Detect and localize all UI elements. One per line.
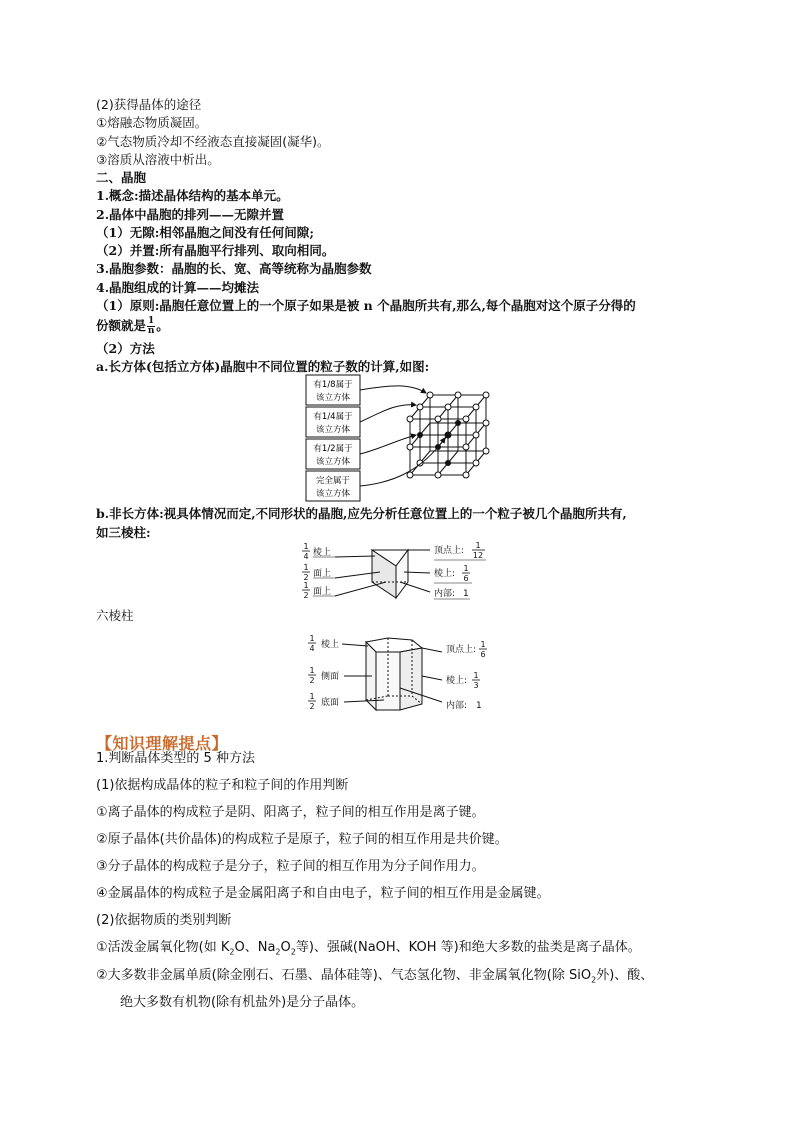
share-prefix: 份额就是 (96, 318, 147, 333)
cell-principle: （1）原则:晶胞任意位置上的一个原子如果是被 n 个晶胞所共有,那么,每个晶胞对这个原子分得的 (96, 298, 636, 313)
cube-box-4-l1: 完全属于 (315, 476, 351, 486)
k-line-4: ②原子晶体(共价晶体)的构成粒子是原子，粒子间的相互作用是共价键。 (96, 832, 508, 847)
hex-l1-num: 1 (309, 634, 315, 643)
method-title: （2）方法 (96, 341, 155, 356)
cube-box-3-l1: 有1/2属于 (313, 444, 353, 454)
k-line-3: ①离子晶体的构成粒子是阴、阳离子，粒子间的相互作用是离子键。 (96, 805, 485, 820)
k9-b: 外)、酸、 (596, 968, 654, 983)
k9-a: ②大多数非金属单质(除金刚石、石墨、晶体硅等)、气态氢化物、非金属氧化物(除 SiO (96, 968, 592, 983)
hex-l3-den: 2 (309, 702, 315, 711)
prism-shape (335, 550, 430, 598)
prism-figure (300, 538, 500, 608)
hex-r1-den: 6 (480, 650, 486, 659)
prism-l2-label: 面上 (313, 569, 332, 579)
share-suffix: 。 (156, 318, 169, 333)
method-b: b.非长方体:视具体情况而定,不同形状的晶胞,应先分析任意位置上的一个粒子被几个晶胞所共有, (96, 506, 627, 521)
cube-box-3-l2: 该立方体 (315, 457, 351, 467)
k9-sub: 2 (591, 975, 597, 985)
k8-a: ①活泼金属氧化物(如 K (96, 940, 230, 955)
prism-l1-den: 4 (303, 552, 309, 561)
k8-b: O、Na (234, 940, 276, 955)
prism-l3-den: 2 (303, 591, 309, 600)
hex-l1-den: 4 (309, 644, 315, 653)
cube-box-1-l2: 该立方体 (315, 393, 351, 403)
cube-label-box-2 (306, 407, 360, 437)
k8-sub2: 2 (275, 947, 281, 957)
prism-l3-label: 面上 (313, 587, 332, 597)
k-line-6: ④金属晶体的构成粒子是金属阳离子和自由电子，粒子间的相互作用是金属键。 (96, 886, 550, 901)
hex-r2-num: 1 (473, 671, 479, 680)
method-a: a.长方体(包括立方体)晶胞中不同位置的粒子数的计算,如图: (96, 359, 430, 374)
prism-l1-label: 棱上 (313, 548, 332, 558)
cell-arrangement: 2.晶体中晶胞的排列——无隙并置 (96, 207, 285, 222)
cell-concept: 1.概念:描述晶体结构的基本单元。 (96, 188, 289, 203)
k8-d: 等)、强碱(NaOH、KOH 等)和绝大多数的盐类是离子晶体。 (295, 940, 641, 955)
prism-r2-label: 棱上: (434, 569, 456, 579)
cube-box-4-l2: 该立方体 (315, 489, 351, 499)
prism-left-labels (302, 542, 335, 600)
line-obtain-1: ①熔融态物质凝固。 (96, 115, 208, 130)
hex-r3-label: 内部: (446, 701, 468, 711)
prism-l2-num: 1 (303, 563, 309, 572)
hex-l3-label: 底面 (321, 698, 340, 708)
prism-r2-den: 6 (463, 574, 469, 583)
section-title-cell: 二、晶胞 (96, 170, 147, 185)
line-obtain-3: ③溶质从溶液中析出。 (96, 152, 220, 167)
cube-box-1-l1: 有1/8属于 (313, 380, 353, 390)
cube-figure (300, 373, 500, 507)
hex-r1-num: 1 (480, 640, 486, 649)
k-line-10: 绝大多数有机物(除有机盐外)是分子晶体。 (120, 995, 365, 1010)
hex-prism-figure (300, 630, 500, 722)
line-obtain-title: (2)获得晶体的途径 (96, 97, 202, 112)
share-fraction-den: n (147, 326, 155, 336)
k-line-7: (2)依据物质的类别判断 (96, 913, 232, 928)
k8-sub3: 2 (290, 947, 296, 957)
cube-arrows (360, 386, 445, 486)
hex-r3-val: 1 (476, 701, 482, 711)
cube-label-box-4 (306, 471, 360, 501)
hex-r1-label: 顶点上: (446, 645, 477, 655)
hex-r2-den: 3 (473, 681, 479, 690)
prism-r1-label: 顶点上: (434, 546, 465, 556)
share-fraction-num: 1 (148, 316, 155, 326)
prism-r2-num: 1 (463, 564, 469, 573)
method-b-example: 如三棱柱: (96, 525, 151, 540)
hex-l2-num: 1 (309, 666, 315, 675)
k-line-2: (1)依据构成晶体的粒子和粒子间的作用判断 (96, 778, 349, 793)
cell-no-gap: （1）无隙:相邻晶胞之间没有任何间隙; (96, 225, 314, 240)
hexagonal-prism-label: 六棱柱 (96, 608, 134, 623)
cube-box-2-l1: 有1/4属于 (313, 412, 353, 422)
prism-l3-num: 1 (303, 581, 309, 590)
k-line-9 (96, 966, 653, 991)
cube-box-2-l2: 该立方体 (315, 425, 351, 435)
cell-share-line (96, 317, 169, 336)
prism-r3-val: 1 (463, 589, 469, 599)
knowledge-heading: 【知识理解提点】 (96, 734, 229, 753)
prism-l1-num: 1 (303, 542, 309, 551)
k8-sub1: 2 (229, 947, 235, 957)
hex-l1-label: 棱上 (321, 640, 340, 650)
cube-label-box-3 (306, 439, 360, 469)
k-line-1: 1.判断晶体类型的 5 种方法 (96, 751, 255, 766)
hex-l2-label: 侧面 (321, 672, 340, 682)
k-line-8 (96, 938, 641, 963)
hex-r2-label: 棱上: (446, 676, 468, 686)
cell-parallel: （2）并置:所有晶胞平行排列、取向相同。 (96, 243, 335, 258)
k-line-5: ③分子晶体的构成粒子是分子，粒子间的相互作用为分子间作用力。 (96, 859, 485, 874)
hex-left-labels (308, 634, 339, 711)
cell-calc-title: 4.晶胞组成的计算——均摊法 (96, 280, 260, 295)
hex-l2-den: 2 (309, 676, 315, 685)
cube-label-box-1 (306, 375, 360, 405)
cell-parameters: 3.晶胞参数：晶胞的长、宽、高等统称为晶胞参数 (96, 261, 372, 276)
hex-l3-num: 1 (309, 692, 315, 701)
prism-l2-den: 2 (303, 573, 309, 582)
prism-r3-label: 内部: (434, 589, 456, 599)
share-fraction (147, 317, 155, 336)
line-obtain-2: ②气态物质冷却不经液态直接凝固(凝华)。 (96, 134, 330, 149)
prism-right-labels (434, 541, 486, 599)
hex-shape (342, 638, 442, 710)
prism-r1-num: 1 (475, 541, 481, 550)
k8-c: O (280, 940, 291, 955)
hex-right-labels (446, 640, 487, 711)
prism-r1-den: 12 (472, 551, 484, 560)
